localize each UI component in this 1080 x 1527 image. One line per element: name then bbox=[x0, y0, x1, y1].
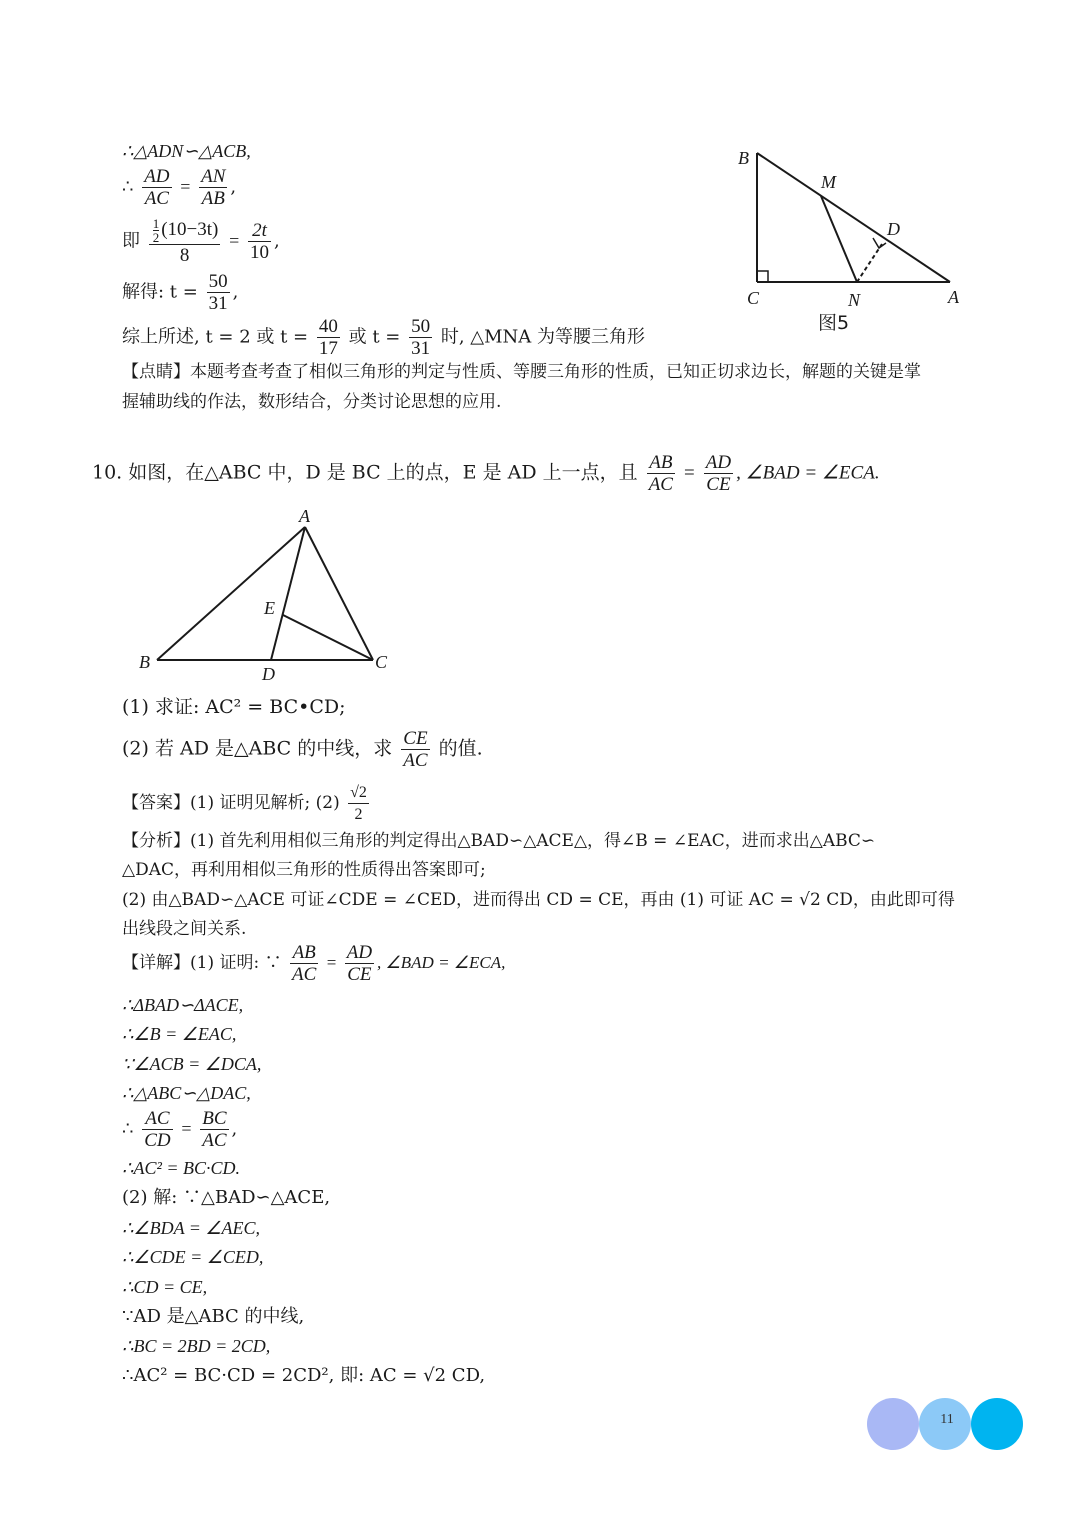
decor-circle-left bbox=[867, 1398, 919, 1450]
fraction: $\frac{AC}{CD}$ bbox=[144, 1108, 171, 1151]
detail-step: (2) 解: ∵△BAD∽△ACE, bbox=[122, 1187, 331, 1208]
page-number: 11 bbox=[940, 1412, 954, 1427]
detail-step: ∴AC² = BC·CD = 2CD², 即: AC = √2 CD, bbox=[122, 1365, 486, 1386]
question-10-stem: 10. 如图，在△ABC 中，D 是 BC 上的点，E 是 AD 上一点，且 $\frac{AB}{AC}$ = $\frac{AD}{CE}$ , ∠BAD = ∠ECA. bbox=[92, 452, 880, 495]
detail-step: ∵∠ACB = ∠DCA, bbox=[122, 1054, 262, 1074]
label-C: C bbox=[747, 288, 760, 308]
label-M: M bbox=[821, 172, 836, 192]
fraction: $\frac{AB}{AC}$ bbox=[648, 452, 673, 495]
line-solve-t: 解得: t = $\frac{50}{31}$ , bbox=[122, 271, 239, 314]
analysis-line-4: 出线段之间关系. bbox=[122, 919, 247, 939]
detail-step: ∴AC² = BC·CD. bbox=[122, 1158, 241, 1178]
label-D: D bbox=[262, 664, 275, 684]
detail-step: ∴ΔBAD∽ΔACE, bbox=[122, 995, 244, 1015]
fraction: $\frac{40}{17}$ bbox=[318, 316, 338, 359]
fraction: $\frac{1}{2}$ (10−3t) 8 bbox=[149, 217, 221, 266]
detail-step: ∵AD 是△ABC 的中线, bbox=[122, 1306, 305, 1327]
label-A: A bbox=[299, 506, 310, 526]
detail-step: ∴∠B = ∠EAC, bbox=[122, 1024, 237, 1044]
fraction: $\frac{AD}{CE}$ bbox=[705, 452, 732, 495]
analysis-line-1: 【分析】(1) 首先利用相似三角形的判定得出△BAD∽△ACE△，得∠B = ∠EAC，进而求出△ABC∽ bbox=[122, 831, 876, 851]
analysis-line-3: (2) 由△BAD∽△ACE 可证∠CDE = ∠CED，进而得出 CD = CE，再由 (1) 可证 AC = √2 CD，由此即可得 bbox=[122, 890, 955, 910]
figure-triangle-abc bbox=[130, 500, 400, 690]
detail-step: ∴△ABC∽△DAC, bbox=[122, 1083, 251, 1103]
line-conclusion: 综上所述, t = 2 或 t = $\frac{40}{17}$ 或 t = $\frac{50}{31}$ 时, △MNA 为等腰三角形 bbox=[122, 316, 646, 359]
detail-step: ∴∠CDE = ∠CED, bbox=[122, 1247, 264, 1267]
label-C: C bbox=[375, 652, 388, 672]
detail-step: ∴BC = 2BD = 2CD, bbox=[122, 1336, 271, 1356]
line-ratio-ad-ac: ∴ $\frac{AD}{AC}$ = $\frac{AN}{AB}$ , bbox=[122, 166, 237, 209]
label-N: N bbox=[848, 290, 861, 310]
label-D: D bbox=[887, 219, 900, 239]
fraction: $\frac{AD}{AC}$ bbox=[144, 166, 170, 209]
fraction: $\frac{BC}{AC}$ bbox=[202, 1108, 227, 1151]
label-B: B bbox=[139, 652, 150, 672]
fraction: $\frac{AB}{AC}$ bbox=[292, 942, 317, 985]
detail-head: 【详解】(1) 证明: ∵ $\frac{AB}{AC}$ = $\frac{AD}{CE}$ , ∠BAD = ∠ECA, bbox=[122, 942, 506, 985]
analysis-line-2: △DAC，再利用相似三角形的性质得出答案即可; bbox=[122, 860, 486, 880]
fraction: $\frac{50}{31}$ bbox=[411, 316, 431, 359]
fraction: $\frac{CE}{AC}$ bbox=[403, 728, 428, 771]
part-1: (1) 求证: AC² = BC•CD; bbox=[122, 696, 346, 718]
figure-caption: 图5 bbox=[818, 312, 850, 334]
dianjing-line-1: 【点睛】本题考查考查了相似三角形的判定与性质、等腰三角形的性质，已知正切求边长，解题的关键是掌 bbox=[122, 362, 921, 382]
detail-step: ∴∠BDA = ∠AEC, bbox=[122, 1218, 261, 1238]
label-A: A bbox=[948, 287, 959, 307]
therefore-symbol: ∴ bbox=[122, 176, 134, 198]
fraction: $\frac{AN}{AB}$ bbox=[201, 166, 226, 209]
detail-step: ∴ $\frac{AC}{CD}$ = $\frac{BC}{AC}$ , bbox=[122, 1108, 238, 1151]
decor-circle-right bbox=[971, 1398, 1023, 1450]
label-E: E bbox=[264, 598, 275, 618]
figure-5 bbox=[720, 140, 990, 340]
line-equation: 即 $\frac{1}{2}$ (10−3t) 8 = $\frac{2t}{10}$ , bbox=[122, 216, 280, 266]
detail-step: ∴CD = CE, bbox=[122, 1277, 208, 1297]
line-similar-adn-acb: ∴△ADN∽△ACB, bbox=[122, 141, 251, 161]
dianjing-line-2: 握辅助线的作法，数形结合，分类讨论思想的应用. bbox=[122, 392, 502, 412]
fraction: $\frac{AD}{CE}$ bbox=[346, 942, 373, 985]
fraction: $\frac{2t}{10}$ bbox=[250, 220, 270, 263]
label-B: B bbox=[738, 148, 749, 168]
answer-line: 【答案】(1) 证明见解析; (2) $\frac{√2}{2}$ bbox=[122, 784, 367, 823]
part-2: (2) 若 AD 是△ABC 的中线，求 $\frac{CE}{AC}$ 的值. bbox=[122, 728, 483, 771]
fraction: $\frac{√2}{2}$ bbox=[350, 784, 367, 823]
fraction: $\frac{50}{31}$ bbox=[208, 271, 228, 314]
